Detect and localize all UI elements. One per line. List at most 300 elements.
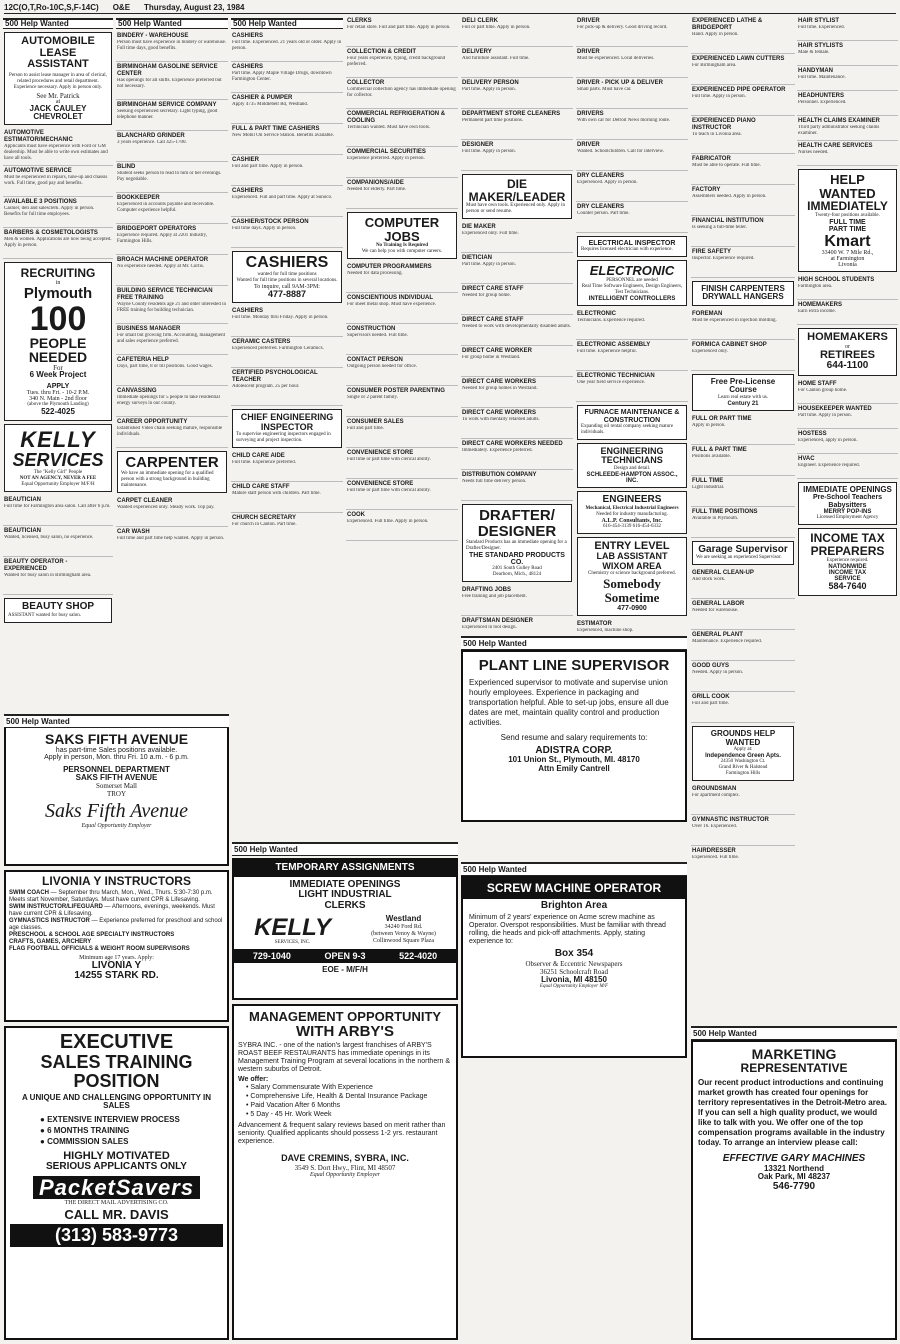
col1-ads2 [3, 495, 113, 595]
temporary-l2: CLERKS [324, 899, 366, 911]
executive-sub: A UNIQUE AND CHALLENGING OPPORTUNITY IN SALES [21, 1092, 212, 1111]
plant-company: ADISTRA CORP. [535, 744, 613, 756]
classified-ad [461, 585, 573, 616]
classified-ad [231, 217, 343, 248]
classified-ad-title: DIRECT CARE STAFF [462, 317, 524, 324]
classified-ad-title: DEPARTMENT STORE CLEANERS [462, 111, 561, 117]
swim-coach-body: September thru March, Mon., Wed., Thurs. 5:30-7:30 p.m. Meets start November, Saturdays. Must have current CPR & Lifesaving. [9, 889, 213, 903]
entry-body: Chemistry or science background preferred. [588, 571, 676, 577]
classified-ad [116, 224, 228, 255]
classified-ad [461, 470, 573, 501]
classified-ad [3, 128, 113, 166]
immediate-openings-ad-line: MERRY POP-INS [823, 509, 872, 516]
classified-ad [797, 41, 898, 66]
temporary-eoe: EOE - M/F/H [322, 965, 368, 975]
classified-ad-title: COLLECTION & CREDIT [347, 49, 416, 55]
classified-ad-title: CONSUMER SALES [347, 419, 404, 426]
classified-ad-body: Full time. Apply in person. [462, 149, 516, 154]
income-tax-ad [798, 528, 897, 596]
classified-ad [797, 300, 898, 325]
bullet-item [40, 1114, 223, 1125]
livonia-y-name: LIVONIA Y [91, 959, 142, 971]
classified-ad [461, 284, 573, 315]
automobile-body: Person to assist lease manager in area of clerical, related procedures and retail department. Experience necessary. Apply in person only. [9, 72, 107, 90]
classified-ad-title: CERTIFIED PSYCHOLOGICAL TEACHER [232, 370, 318, 384]
classified-ad-body: Full time. Monday thru Friday. Apply in person. [232, 315, 329, 321]
classified-ad-body: Technicians. Experience required. [577, 318, 645, 324]
classified-ad-title: GOOD GUYS [692, 663, 730, 670]
classified-ad [3, 557, 113, 595]
bullet-icon: ● [40, 1114, 48, 1124]
classified-ad [116, 286, 228, 324]
arbys-t1: MANAGEMENT OPPORTUNITY [248, 1009, 442, 1024]
beauty-shop-ad [4, 598, 112, 623]
classified-ad-body: Full time and part time help wanted. Apply in person. [117, 535, 225, 541]
classified-ad [691, 846, 795, 876]
diemaker-ad [462, 174, 572, 219]
engineers-company: A.L.P. Consultants, Inc. [601, 517, 663, 524]
homemakers-ad-line: or [845, 343, 850, 350]
marketing-company: EFFECTIVE GARY MACHINES [722, 1153, 866, 1165]
classified-ad [116, 31, 228, 62]
classified-ad [231, 306, 343, 337]
classified-ad-title: HEADHUNTERS [798, 93, 845, 99]
plant-supervisor-ad [461, 650, 687, 822]
section-label-2: 500 Help Wanted [116, 18, 228, 29]
bullet-text: EXTENSIVE INTERVIEW PROCESS [47, 1114, 180, 1124]
classified-ad [461, 140, 573, 171]
engineering-title: ENGINEERING TECHNICIANS [600, 445, 664, 466]
classified-ad-title: BLANCHARD GRINDER [117, 133, 185, 139]
bullet-icon: ● [40, 1125, 48, 1135]
executive-t3: POSITION [73, 1070, 160, 1091]
classified-ad [346, 417, 458, 448]
classified-ad-title: BARBERS & COSMETOLOGISTS [4, 230, 98, 237]
classified-ad-body: Four years experience, typing, credit background preferred. [347, 56, 446, 67]
classified-ad-title: BEAUTICIAN [4, 497, 41, 504]
classified-ad-title: DIE MAKER [462, 224, 496, 231]
classified-ad-title: BRIDGEPORT OPERATORS [117, 226, 197, 232]
classified-ad-body: Needed for group homes in Westland. [462, 386, 538, 392]
recruiting-l5: NEEDED [28, 349, 88, 366]
garage-title: Garage Supervisor [698, 543, 788, 555]
classified-ad-title: BEAUTICIAN [4, 528, 41, 535]
classified-ad-title: FULL OR PART TIME [692, 415, 752, 422]
classified-ad-body: Full time. Experienced. 21 years old or older. Apply in person. [232, 40, 342, 51]
drafter-addr: 2401 South Gulley Road [492, 566, 542, 572]
column-5 [461, 16, 573, 644]
electronic-title: ELECTRONIC [589, 263, 675, 279]
automobile-title: AUTOMOBILE LEASE ASSISTANT [21, 35, 95, 71]
classified-ad-title: DELI CLERK [462, 18, 498, 24]
temporary-phone1: 729-1040 [252, 951, 291, 962]
classified-ad-body: For sheet metal shop. Must have experience. [347, 302, 437, 308]
classified-ad-title: CANVASSING [117, 388, 157, 394]
classified-ad [691, 216, 795, 247]
classified-ad [461, 47, 573, 78]
classified-ad-title: BIRMINGHAM SERVICE COMPANY [117, 102, 217, 108]
engineering-ad [577, 443, 687, 488]
classified-ad-body: Needed for warehouse. [692, 608, 739, 614]
packetsavers-logo: PacketSavers [33, 1176, 200, 1199]
header-paper: O&E [112, 3, 131, 12]
classified-ad-body: Experienced only. Full time. [462, 231, 519, 237]
classified-ad-body: Has openings for all shifts. Experience preferred but not necessary. [117, 78, 222, 89]
classified-ad [346, 147, 458, 178]
classified-ad-body: Full time. Apply in person. [692, 94, 746, 99]
furnace-ad [577, 405, 687, 440]
classified-ad-title: COMPANIONS/AIDE [347, 180, 404, 186]
col7-ads [691, 16, 795, 278]
classified-ad [691, 54, 795, 85]
prelicense-title: Free Pre-License Course [710, 376, 776, 395]
classified-ad-title: CONTACT PERSON [347, 357, 403, 364]
classified-ad [346, 355, 458, 386]
classified-ad [3, 166, 113, 197]
classified-ad-body: To teach in Livonia area. [692, 132, 742, 137]
classified-ad-body: 3 years experience. Call 425-1700. [117, 140, 187, 145]
col4-ads [346, 16, 458, 209]
classified-ad-body: Must be experienced in injection molding. [692, 317, 777, 323]
classified-ad-body: Available in Plymouth. [692, 515, 739, 521]
garage-body: We are seeking an experienced Supervisor. [696, 555, 782, 561]
column-2 [116, 16, 228, 542]
classified-ad-title: EXPERIENCED PIANO INSTRUCTOR [692, 118, 756, 131]
col3-ads3 [231, 451, 343, 542]
classified-ad-body: Cashier, deli and salesclerk. Apply in person. Benefits for full time employees. [4, 206, 95, 218]
classified-ad-title: HEALTH CLAIMS EXAMINER [798, 118, 880, 124]
screw-body: Minimum of 2 years' experience on Acme screw machine as Operator. Overspot responsibilities. Must be familiar with thread rolling, die heads and pick-off attachments. Apply, stating experience to: [469, 914, 666, 946]
recruiting-addr: 340 N. Main - 2nd floor [29, 395, 87, 402]
classified-ad [461, 222, 573, 253]
screw-addr: 36251 Schoolcraft Road [539, 967, 609, 976]
classified-ad-body: For retail store. Full and part time. Apply in person. [347, 25, 451, 30]
homemakers-ad-line: HOMEMAKERS [807, 331, 888, 344]
classified-ad-title: CHURCH SECRETARY [232, 515, 297, 522]
classified-ad [116, 324, 228, 355]
finish-sub: DRYWALL HANGERS [702, 292, 784, 302]
classified-ad [346, 386, 458, 417]
help-wanted-kmart-line: FULL TIME [829, 218, 866, 226]
classified-ad-body: For Canton group home. [798, 387, 848, 393]
screw-machine-ad [461, 876, 687, 1058]
col7-ads5 [691, 784, 795, 876]
bullet-item [246, 1083, 452, 1092]
classified-ad [691, 630, 795, 661]
bullet-item [246, 1110, 452, 1119]
classified-ad [576, 140, 688, 171]
homemakers-ad-line: RETIREES [819, 348, 875, 361]
saks-p3: Somerset Mall [95, 782, 138, 791]
electronic-company: INTELLIGENT CONTROLLERS [588, 295, 676, 302]
classified-ad-body: Needs full time delivery person. [462, 479, 527, 485]
classified-ad-body: Needed for data processing. [347, 271, 403, 277]
classified-ad-title: EXPERIENCED LATHE & BRIDGEPORT [692, 18, 763, 31]
section-label-bottom-3: 500 Help Wanted [461, 636, 687, 650]
classified-ad [461, 408, 573, 439]
classified-ad [346, 47, 458, 78]
bullet-item [246, 1092, 452, 1101]
computer-sub: No Training Is Required [375, 243, 429, 249]
arbys-offer: We offer: [238, 1076, 269, 1084]
classified-ad-title: HAIR STYLISTS [798, 43, 844, 49]
classified-ad-title: CAREER OPPORTUNITY [117, 419, 188, 425]
cashiers-title: CASHIERS [245, 254, 329, 271]
help-wanted-kmart-line: Twenty-four positions available. [815, 212, 880, 218]
classified-ad-title: CAFETERIA HELP [117, 357, 169, 363]
temporary-open-hours: OPEN 9-3 [324, 951, 366, 962]
section-label-bottom-4: 500 Help Wanted [461, 862, 687, 876]
screw-sub: Brighton Area [540, 899, 608, 911]
classified-ad-body: Needed to work with developmentally disabled adults. [462, 324, 572, 330]
classified-ad-body: Apply in person. [692, 422, 726, 428]
classified-ad [461, 16, 573, 47]
classified-ad-body: Permanent part time positions. [462, 118, 524, 123]
finish-carpenters-ad [692, 281, 794, 306]
classified-ad [231, 155, 343, 186]
classified-ad [797, 275, 898, 300]
classified-ad-title: DIRECT CARE WORKERS NEEDED [462, 441, 563, 448]
classified-ad [691, 445, 795, 476]
saks-p4: TROY [106, 790, 127, 799]
classified-ad-body: Experience required. Apply at 2201 Industry, Farmington Hills. [117, 233, 208, 244]
help-wanted-kmart-line: 33400 W. 7 Mile Rd., [821, 250, 874, 257]
classified-ad [576, 78, 688, 109]
classified-ad-title: ELECTRONIC TECHNICIAN [577, 373, 655, 380]
classified-ad-body: Light industrial. [692, 484, 725, 490]
grounds-ad [692, 726, 794, 781]
temporary-l1: LIGHT INDUSTRIAL [298, 889, 392, 900]
classified-ad [3, 197, 113, 228]
engineering-body: Design and detail. [613, 465, 651, 471]
classified-ad-body: And stock work. [692, 577, 726, 583]
column-7 [691, 16, 795, 876]
header-code: 12C(O,T,Ro-10C,S,F-14C) [4, 3, 99, 12]
classified-ad-body: Student seeks person to read to him or her evenings. Pay negotiable. [117, 171, 222, 182]
classified-ad-title: CHILD CARE STAFF [232, 484, 290, 491]
header-date: Thursday, August 23, 1984 [144, 3, 245, 12]
classified-ad-title: EXPERIENCED PIPE OPERATOR [692, 87, 786, 93]
classified-ad-title: AUTOMOTIVE ESTIMATOR/MECHANIC [4, 130, 73, 144]
classified-ad-body: Part time. Apply in person. [462, 262, 516, 268]
immediate-openings-ad-line: IMMEDIATE OPENINGS [803, 484, 892, 494]
entry-title2: LAB ASSISTANT [596, 551, 668, 562]
chief-title: CHIEF ENGINEERING INSPECTOR [240, 412, 334, 432]
marketing-ad [691, 1040, 897, 1340]
livonia-y-ad: LIVONIA Y INSTRUCTORS SWIM COACH — September thru March, Mon., Wed., Thurs. 5:30-7:30 p.m. Meets start November, Saturdays. Must have current CPR & Lifesaving. SWIM INSTRUCTOR/LIFEGUARD — Afternoons, evenings, weekends. Must have current CPR & Lifesaving. GYMNASTICS INSTRUCTOR — Experience preferred for preschool and school age classes. PRESCHOOL & SCHOOL AGE SPECIALTY INSTRUCTORS CRAFTS, GAMES, ARCHERY FLAG FOOTBALL OFFICIALS & WEIGHT ROOM SUPERVISORS Minimum age 17 years. Apply: LIVONIA Y 14255 STARK RD. [4, 870, 229, 1022]
engineers-phone: 616-454-3139 616-454-6332 [603, 523, 661, 529]
classified-ad-body: No experience needed. Apply at Mr. Curtis. [117, 264, 205, 269]
bullet-text: 5 Day - 45 Hr. Work Week [250, 1111, 332, 1119]
classified-ad [691, 784, 795, 815]
help-wanted-kmart [798, 169, 897, 272]
classified-ad-body: Immediately. Experience preferred. [462, 448, 533, 454]
beauty-shop-body: ASSISTANT wanted for busy salon. [8, 612, 81, 618]
arbys-items [238, 1083, 452, 1119]
gymnastics: GYMNASTICS INSTRUCTOR [9, 917, 90, 924]
engineers-body: Needed for industry manufacturing. [596, 511, 668, 517]
classified-ad [231, 31, 343, 62]
executive-brand-sub: THE DIRECT MAIL ADVERTISING CO. [64, 1199, 169, 1206]
classified-ad-body: Commercial collection agency has immediate opening for collector. [347, 87, 456, 98]
screw-box: Box 354 [554, 948, 594, 960]
entry-sometime: Sometime [604, 590, 660, 605]
column-8-content [797, 16, 898, 876]
classified-ad-body: Third party administrator seeking claims examiner. [798, 125, 880, 136]
classified-ad-title: HIGH SCHOOL STUDENTS [798, 277, 875, 284]
engineering-company: SCHLEEDE-HAMPTON ASSOC., INC. [586, 471, 678, 485]
saks-p1: PERSONNEL DEPARTMENT [63, 764, 170, 774]
classified-ad [231, 482, 343, 513]
classified-ad-title: BEAUTY OPERATOR - EXPERIENCED [4, 559, 68, 573]
kelly-logo-sub: SERVICES, INC. [274, 940, 311, 946]
classified-ad-body: Full time or part time with clerical ability. [347, 457, 431, 463]
classified-ad-title: DISTRIBUTION COMPANY [462, 472, 537, 479]
prelicense-ad [692, 374, 794, 411]
classified-ad [691, 568, 795, 599]
classified-ad [116, 131, 228, 162]
classified-ad [461, 439, 573, 470]
cashiers-sub: wanted for full time positions [257, 271, 317, 277]
arbys-addr: 3549 S. Dort Hwy., Flint, MI 48507 [294, 1163, 396, 1172]
temporary-loc3: (between Venoy & Wayne) [371, 930, 436, 937]
automobile-at: at [55, 98, 61, 105]
preschool: PRESCHOOL & SCHOOL AGE SPECIALTY INSTRUCTORS [9, 931, 175, 938]
classified-ad [346, 479, 458, 510]
electrical-inspector-ad [577, 236, 687, 257]
classified-ad-title: COMMERCIAL REFRIGERATION & COOLING [347, 111, 446, 124]
classified-ad-title: AUTOMOTIVE SERVICE [4, 168, 72, 175]
entry-somebody: Somebody [603, 576, 661, 592]
bullet-item [40, 1136, 223, 1147]
grounds-city2: Farmington Hills [725, 771, 761, 777]
recruiting-apply: APPLY [46, 382, 70, 390]
classified-ad-body: Full or part time. Apply in person. [462, 25, 531, 30]
temporary-phone2: 522-4020 [399, 951, 438, 962]
classified-ad-body: Apply 4735 Middlebelt Rd, Westland. [232, 102, 309, 107]
income-tax-ad-line: Experience required. [826, 557, 869, 563]
plant-addr: 101 Union St., Plymouth, MI. 48170 [508, 755, 640, 765]
electronic-sub: PERSONNEL are needed [606, 277, 658, 283]
classified-ad-title: HVAC [798, 455, 815, 462]
classified-ad [797, 454, 898, 479]
classified-ad [346, 324, 458, 355]
col1-ads [3, 128, 113, 259]
immediate-openings-ad-line: Babysitters [828, 501, 867, 509]
marketing-t2: REPRESENTATIVE [740, 1060, 848, 1075]
classified-ad-body: Wanted experienced only. Steady work. Top pay. [117, 504, 215, 510]
saks-title: SAKS FIFTH AVENUE [44, 731, 189, 747]
recruiting-ad [4, 262, 112, 421]
classified-ad-title: GYMNASTIC INSTRUCTOR [692, 817, 769, 824]
classified-ad-body: Positions available. [692, 453, 731, 459]
classified-ad-body: Free training and job placement. [462, 594, 527, 600]
classified-ad [691, 414, 795, 445]
classified-ad [691, 154, 795, 185]
swim-instructor: SWIM INSTRUCTOR/LIFEGUARD [9, 903, 103, 910]
classified-ad-body: Wanted. Schoolchildren. Call for interview. [577, 149, 664, 154]
classified-ad [576, 16, 688, 47]
classified-ad [691, 507, 795, 538]
drafter-company: THE STANDARD PRODUCTS CO. [469, 551, 565, 567]
col7-ads4 [691, 568, 795, 723]
section-label-bottom-5: 500 Help Wanted [691, 1026, 897, 1040]
classified-ad-title: FOREMAN [692, 310, 723, 317]
section-label-bottom-1: 500 Help Wanted [4, 714, 229, 728]
classified-ad-title: ELECTRONIC ASSEMBLY [577, 342, 651, 349]
income-tax-ad-line: SERVICE [834, 576, 861, 583]
classified-ad-title: DIRECT CARE WORKER [462, 348, 532, 355]
entry-phone: 477-0900 [617, 604, 647, 612]
classified-ad [691, 185, 795, 216]
classified-ad-title: DRY CLEANERS [577, 173, 625, 179]
classified-ad-body: Full time. Experienced. [798, 25, 845, 30]
classified-ad-title: CERAMIC CASTERS [232, 339, 291, 346]
col2-ads2 [116, 496, 228, 542]
classified-ad-body: Personnel. Experienced. [798, 100, 847, 105]
executive-sales-ad [4, 1026, 229, 1340]
saks-eoe: Equal Opportunity Employer [81, 823, 152, 830]
temporary-open: IMMEDIATE OPENINGS [289, 878, 401, 890]
classified-ad [3, 526, 113, 557]
kelly-sub: NOT AN AGENCY, NEVER A FEE [19, 476, 97, 482]
recruiting-l2: in [55, 280, 61, 287]
classified-ad-body: For Birmingham area. [692, 63, 737, 68]
classified-ad-title: BLIND [117, 164, 136, 170]
classified-ad [576, 202, 688, 233]
bullet-text: 6 MONTHS TRAINING [47, 1125, 130, 1135]
classified-ad-body: Experienced. Full time. Apply in person. [347, 519, 429, 525]
classified-ad [116, 62, 228, 100]
income-tax-ad-line: NATIONWIDE [828, 563, 867, 570]
recruiting-when: Tues. thru Fri. - 10-2 P.M. [26, 389, 90, 396]
classified-ad-title: DESIGNER [462, 142, 494, 148]
col2-ads [116, 31, 228, 448]
computer-jobs-ad [347, 212, 457, 259]
classified-ad-title: FABRICATOR [692, 156, 731, 162]
grounds-company: Independence Green Apts. [705, 753, 781, 760]
preschool2: CRAFTS, GAMES, ARCHERY [9, 938, 92, 945]
classified-ad-body: Supervisors needed. Full time. [347, 333, 408, 339]
classified-ad-body: Men & women. Applications are now being accepted. Apply in person. [4, 237, 112, 249]
classified-ad [116, 496, 228, 527]
column-6 [576, 16, 688, 644]
classified-ad [231, 124, 343, 155]
automobile-dealer: JACK CAULEY CHEVROLET [29, 103, 87, 122]
classified-ad-body: Wayne County residents age 21 and older interested in FREE training for building technician. [117, 302, 227, 313]
classified-ad-body: Experienced, machine shop. [577, 627, 634, 633]
col3-ads [231, 31, 343, 248]
classified-ad [231, 368, 343, 406]
classified-ad [576, 109, 688, 140]
executive-call: CALL MR. DAVIS [64, 1206, 169, 1222]
classified-ad-body: Wanted, licensed, busy salon, no experience. [4, 535, 94, 541]
executive-t2: SALES TRAINING [40, 1052, 193, 1072]
classified-ad-title: DIETICIAN [462, 255, 492, 262]
classified-ad-title: CASHIERS [232, 33, 264, 39]
classified-ad-title: CASHIER/STOCK PERSON [232, 219, 309, 225]
recruiting-l6: For [53, 364, 63, 373]
classified-ad-title: FINANCIAL INSTITUTION [692, 218, 764, 224]
classified-ad [691, 116, 795, 154]
classified-ad [346, 78, 458, 109]
classified-ad [691, 340, 795, 371]
page-header [4, 2, 896, 14]
classified-ad [346, 448, 458, 479]
bullet-icon: • [246, 1093, 251, 1101]
plant-attn: Attn Emily Cantrell [538, 763, 610, 773]
classified-ad-title: FACTORY [692, 187, 721, 193]
